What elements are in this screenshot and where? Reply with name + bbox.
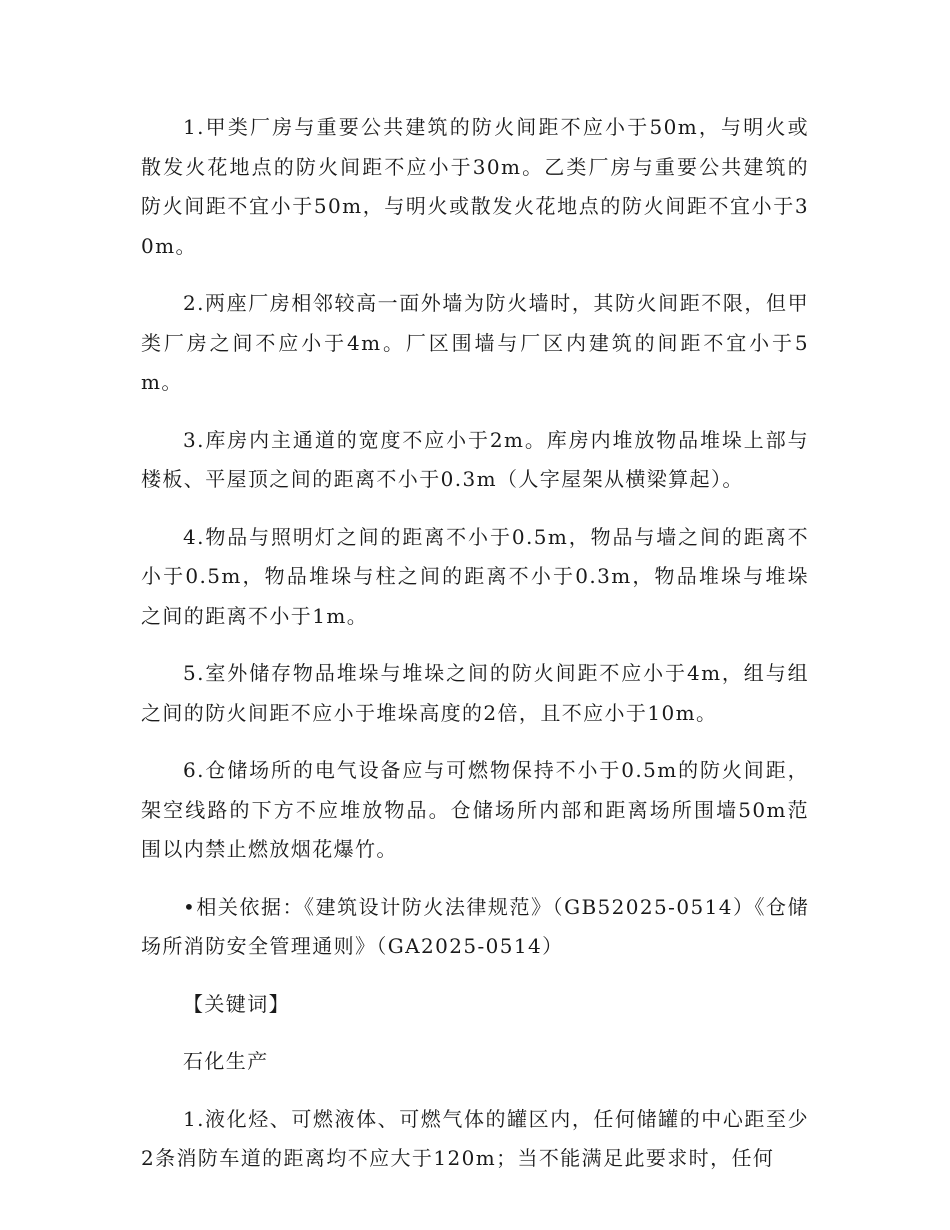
paragraph-keywords-heading: 【关键词】 — [183, 991, 290, 1016]
paragraph-outdoor-storage: 5.室外储存物品堆垛与堆垛之间的防火间距不应小于4m，组与组之间的防火间距不应小于堆垛高度的2倍，且不应小于10m。 — [141, 661, 809, 725]
paragraph-item-clearance: 4.物品与照明灯之间的距离不小于0.5m，物品与墙之间的距离不小于0.5m，物品堆垛与柱之间的距离不小于0.3m，物品堆垛与堆垛之间的距离不小于1m。 — [141, 524, 809, 628]
paragraph-adjacent-plants: 2.两座厂房相邻较高一面外墙为防火墙时，其防火间距不限，但甲类厂房之间不应小于4m。厂区围墙与厂区内建筑的间距不宜小于5m。 — [141, 291, 809, 394]
paragraph-electrical-equipment: 6.仓储场所的电气设备应与可燃物保持不小于0.5m的防火间距，架空线路的下方不应堆放物品。仓储场所内部和距离场所围墙50m范围以内禁止燃放烟花爆竹。 — [141, 758, 809, 861]
paragraph-section-petrochemical: 石化生产 — [183, 1049, 269, 1073]
paragraph-plant-spacing: 1.甲类厂房与重要公共建筑的防火间距不应小于50m，与明火或散发火花地点的防火间距不应小于30m。乙类厂房与重要公共建筑的防火间距不宜小于50m，与明火或散发火花地点的防火间距不宜小于30m。 — [141, 115, 809, 258]
paragraph-warehouse-aisle: 3.库房内主通道的宽度不应小于2m。库房内堆放物品堆垛上部与楼板、平屋顶之间的距离不小于0.3m（人字屋架从横梁算起）。 — [141, 427, 809, 491]
document-body — [141, 108, 809, 1197]
paragraph-references: •相关依据：《建筑设计防火法律规范》（GB52025-0514）《仓储场所消防安全管理通则》（GA2025-0514） — [141, 894, 809, 958]
paragraph-tank-area: 1.液化烃、可燃液体、可燃气体的罐区内，任何储罐的中心距至少2条消防车道的距离均不应大于120m；当不能满足此要求时，任何 — [141, 1106, 809, 1170]
